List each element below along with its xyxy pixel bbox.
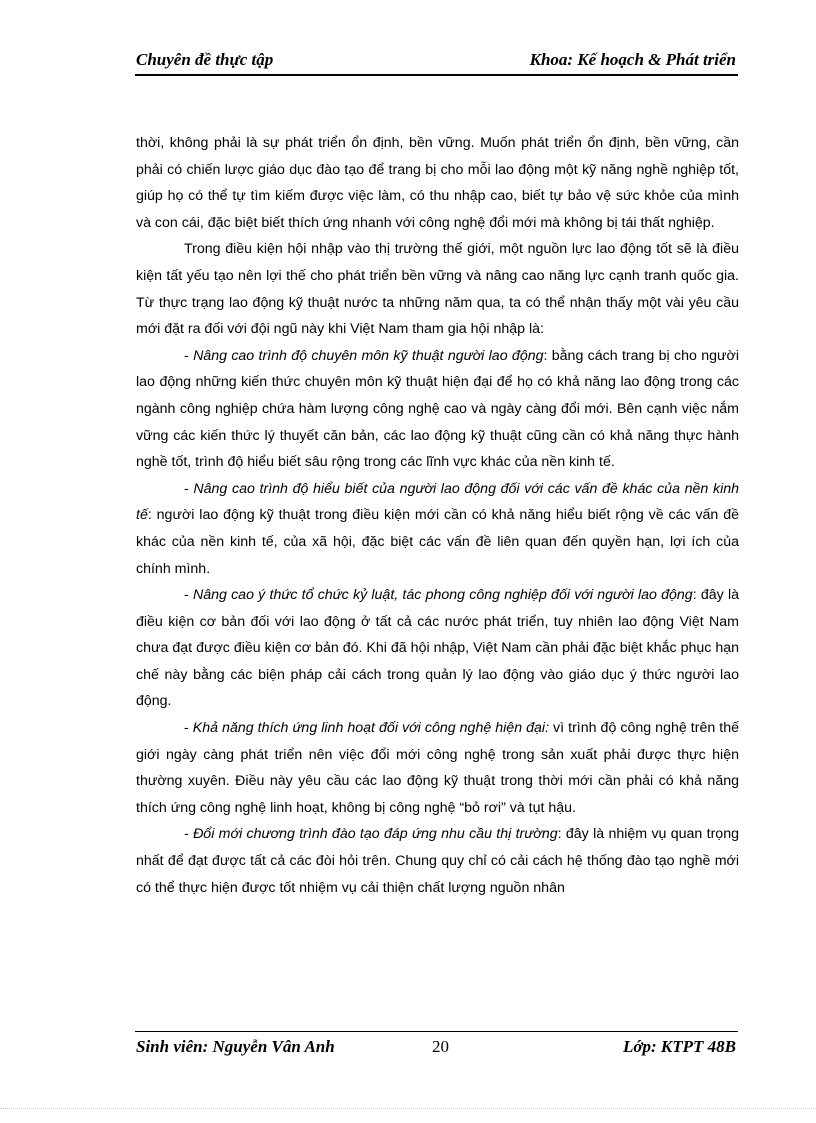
item-text: : bằng cách trang bị cho người lao động những kiến thức chuyên môn kỹ thuật hiện đại để họ có khả năng lao động trong các ngành công nghiệp chứa hàm lượng công nghệ cao và ngày càng đổi mới. Bên cạnh việc nắm vững các kiến thức lý thuyết căn bản, các lao động kỹ thuật cũng cần có khả năng thực hành nghề tốt, trình độ hiểu biết sâu rộng trong các lĩnh vực khác của nền kinh tế.: [136, 347, 739, 471]
header-title: Chuyên đề thực tập: [136, 50, 274, 69]
paragraph-continuation: thời, không phải là sự phát triển ổn định, bền vững. Muốn phát triển ổn định, bền vững, cần phải có chiến lược giáo dục đào tạo để trang bị cho mỗi lao động một kỹ năng nghề nghiệp tốt, giúp họ có thể tự tìm kiếm được việc làm, có thu nhập cao, biết tự bảo vệ sức khỏe của mình và con cái, đặc biệt biết thích ứng nhanh với công nghệ đổi mới mà không bị tái thất nghiệp.: [136, 135, 739, 231]
item-prefix: -: [184, 720, 193, 737]
footer-student: Sinh viên: Nguyễn Vân Anh: [136, 1037, 335, 1056]
page-footer: [135, 1031, 738, 1064]
item-title: Nâng cao ý thức tổ chức kỷ luật, tác phong công nghiệp đối với người lao động: [192, 587, 693, 604]
header-department: Khoa: Kế hoạch & Phát triển: [529, 50, 736, 69]
item-title: Nâng cao trình độ chuyên môn kỹ thuật người lao động: [193, 347, 544, 364]
item-prefix: -: [184, 480, 194, 497]
item-prefix: -: [184, 826, 194, 843]
item-title: Đổi mới chương trình đào tạo đáp ứng nhu cầu thị trường: [193, 826, 558, 843]
item-text: : đây là điều kiện cơ bản đối với lao động ở tất cả các nước phát triển, tuy nhiên lao động Việt Nam chưa đạt được điều kiện cơ bản đó. Khi đã hội nhập, Việt Nam cần phải đặc biệt khắc phục hạn chế này bằng các biện pháp cải cách trong quản lý lao động vào giáo dục ý thức người lao động.: [136, 587, 740, 710]
page-header: [135, 48, 738, 76]
page-edge-divider: [0, 1108, 816, 1109]
footer-class: Lớp: KTPT 48B: [623, 1037, 736, 1056]
list-item: [136, 476, 739, 582]
list-item: [136, 821, 739, 901]
item-title: Khả năng thích ứng linh hoạt đối với công nghệ hiện đại:: [192, 720, 550, 737]
paragraph-integration: Trong điều kiện hội nhập vào thị trường thế giới, một nguồn lực lao động tốt sẽ là điều kiện tất yếu tạo nên lợi thế cho phát triển bền vững và nâng cao năng lực cạnh tranh quốc gia. Từ thực trạng lao động kỹ thuật nước ta những năm qua, ta có thể nhận thấy một vài yêu cầu mới đặt ra đối với đội ngũ này khi Việt Nam tham gia hội nhập là:: [136, 241, 739, 338]
page-number: 20: [432, 1037, 449, 1056]
item-prefix: -: [184, 347, 194, 364]
item-text: : người lao động kỹ thuật trong điều kiện mới cần có khả năng hiểu biết rộng về các vấn đề khác của nền kinh tế, của xã hội, đặc biệt các vấn đề liên quan đến quyền hạn, lợi ích của chính mình.: [136, 507, 739, 577]
list-item: [136, 715, 739, 821]
item-title: Nâng cao trình độ hiểu biết của người lao động đối với các vấn đề khác của nền kinh tế: [136, 480, 740, 524]
list-item: [136, 343, 739, 476]
page-body: [136, 130, 739, 901]
item-text: vì trình độ công nghệ trên thế giới ngày càng phát triển nên việc đổi mới công nghệ trong sản xuất phải được thực hiện thường xuyên. Điều này yêu cầu các lao động kỹ thuật trong thời mới cần phải có khả năng thích ứng công nghệ linh hoạt, không bị công nghệ “bỏ rơi” và tụt hậu.: [136, 720, 739, 816]
item-text: : đây là nhiệm vụ quan trọng nhất để đạt được tất cả các đòi hỏi trên. Chung quy chỉ có cải cách hệ thống đào tạo nghề mới có thể thực hiện được tốt nhiệm vụ cải thiện chất lượng nguồn nhân: [136, 826, 739, 896]
list-item: [136, 582, 739, 715]
item-prefix: -: [184, 587, 193, 604]
